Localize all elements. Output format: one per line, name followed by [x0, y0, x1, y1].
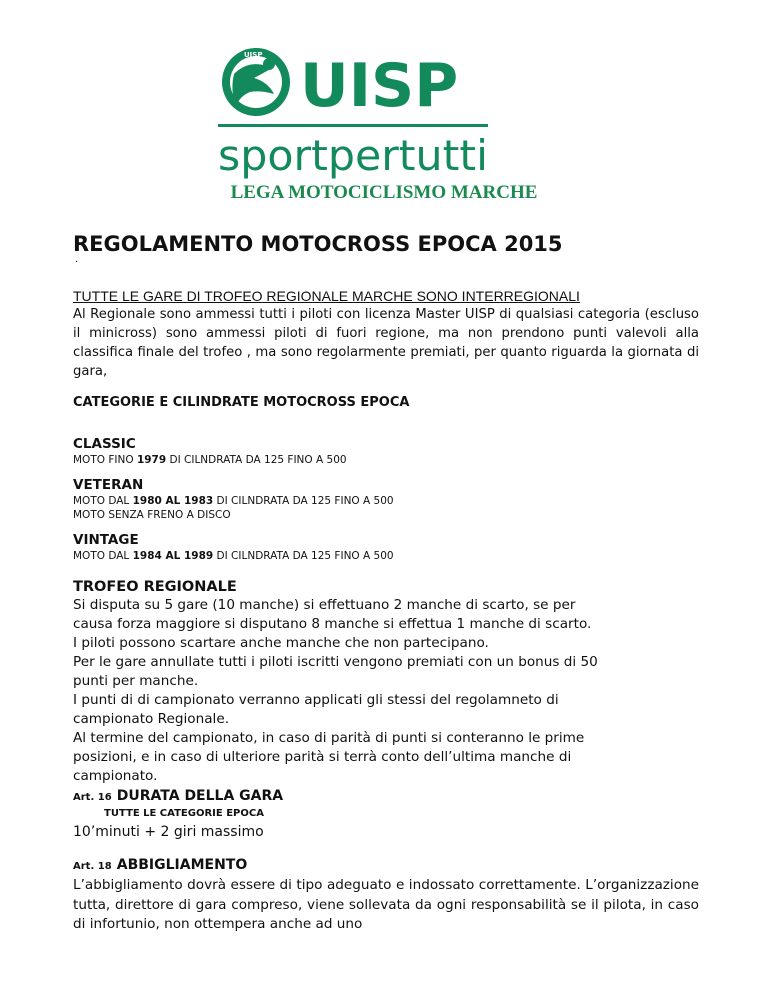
intro-paragraph: Al Regionale sono ammessi tutti i piloti con licenza Master UISP di qualsiasi categoria (escluso il minicross) sono ammessi piloti di fuori regione, ma non prendono punti valevoli alla classifica finale del trofeo , ma sono regolarmente premiati, per quanto riguarda la giornata di gara,	[73, 307, 699, 379]
category-veteran-desc: MOTO DAL 1980 AL 1983 DI CILNDRATA DA 125 FINO A 500	[73, 495, 394, 507]
art16-number: Art. 16	[73, 792, 112, 803]
logo-divider	[218, 124, 488, 127]
trofeo-line: causa forza maggiore si disputano 8 manche si effettua 1 manche di scarto.	[73, 616, 592, 632]
trofeo-line: campionato.	[73, 768, 158, 784]
categories-heading: CATEGORIE E CILINDRATE MOTOCROSS EPOCA	[73, 395, 410, 410]
art16-value: 10’minuti + 2 giri massimo	[73, 824, 264, 840]
svg-text:UISP: UISP	[244, 51, 263, 59]
lega-heading: LEGA MOTOCICLISMO MARCHE	[230, 182, 538, 203]
category-classic-desc: MOTO FINO 1979 DI CILNDRATA DA 125 FINO A 500	[73, 454, 347, 466]
trofeo-line: Si disputa su 5 gare (10 manche) si effettuano 2 manche di scarto, se per	[73, 597, 576, 613]
logo-tagline: sportpertutti	[218, 131, 488, 180]
category-veteran-title: VETERAN	[73, 477, 144, 493]
trofeo-line: I piloti possono scartare anche manche che non partecipano.	[73, 635, 489, 651]
category-classic-title: CLASSIC	[73, 436, 136, 452]
art18-paragraph: L’abbigliamento dovrà essere di tipo adeguato e indossato correttamente. L’organizzazione tutta, direttore di gara compreso, viene sollevata da ogni responsabilità se il pilota, in caso di infortunio, non ottempera anche ad uno	[73, 877, 699, 932]
interregional-heading: TUTTE LE GARE DI TROFEO REGIONALE MARCHE SONO INTERREGIONALI	[73, 288, 580, 304]
category-veteran-note: MOTO SENZA FRENO A DISCO	[73, 509, 231, 521]
swimmer-emblem-icon	[222, 48, 290, 116]
page-title: REGOLAMENTO MOTOCROSS EPOCA 2015	[73, 232, 563, 256]
art16-title: DURATA DELLA GARA	[116, 788, 284, 804]
art18-heading	[73, 855, 699, 876]
trofeo-line: Per le gare annullate tutti i piloti iscritti vengono premiati con un bonus di 50	[73, 654, 598, 670]
art18-title: ABBIGLIAMENTO	[116, 857, 248, 873]
logo-wordmark: UISP	[300, 51, 459, 121]
trofeo-line: I punti di di campionato verranno applicati gli stessi del regolamneto di	[73, 692, 559, 708]
trofeo-paragraph	[73, 596, 699, 786]
stray-dot: .	[75, 254, 79, 265]
trofeo-line: campionato Regionale.	[73, 711, 230, 727]
document-body	[73, 287, 699, 935]
trofeo-line: Al termine del campionato, in caso di parità di punti si conteranno le prime	[73, 730, 585, 746]
category-vintage-title: VINTAGE	[73, 532, 139, 548]
art16-heading	[73, 786, 699, 807]
art18-number: Art. 18	[73, 861, 112, 872]
category-vintage-desc: MOTO DAL 1984 AL 1989 DI CILNDRATA DA 125 FINO A 500	[73, 550, 394, 562]
trofeo-heading: TROFEO REGIONALE	[73, 579, 237, 595]
uisp-logo	[214, 44, 494, 184]
trofeo-line: posizioni, e in caso di ulteriore parità si terrà conto dell’ultima manche di	[73, 749, 572, 765]
art16-subheading: TUTTE LE CATEGORIE EPOCA	[104, 808, 264, 819]
trofeo-line: punti per manche.	[73, 673, 199, 689]
